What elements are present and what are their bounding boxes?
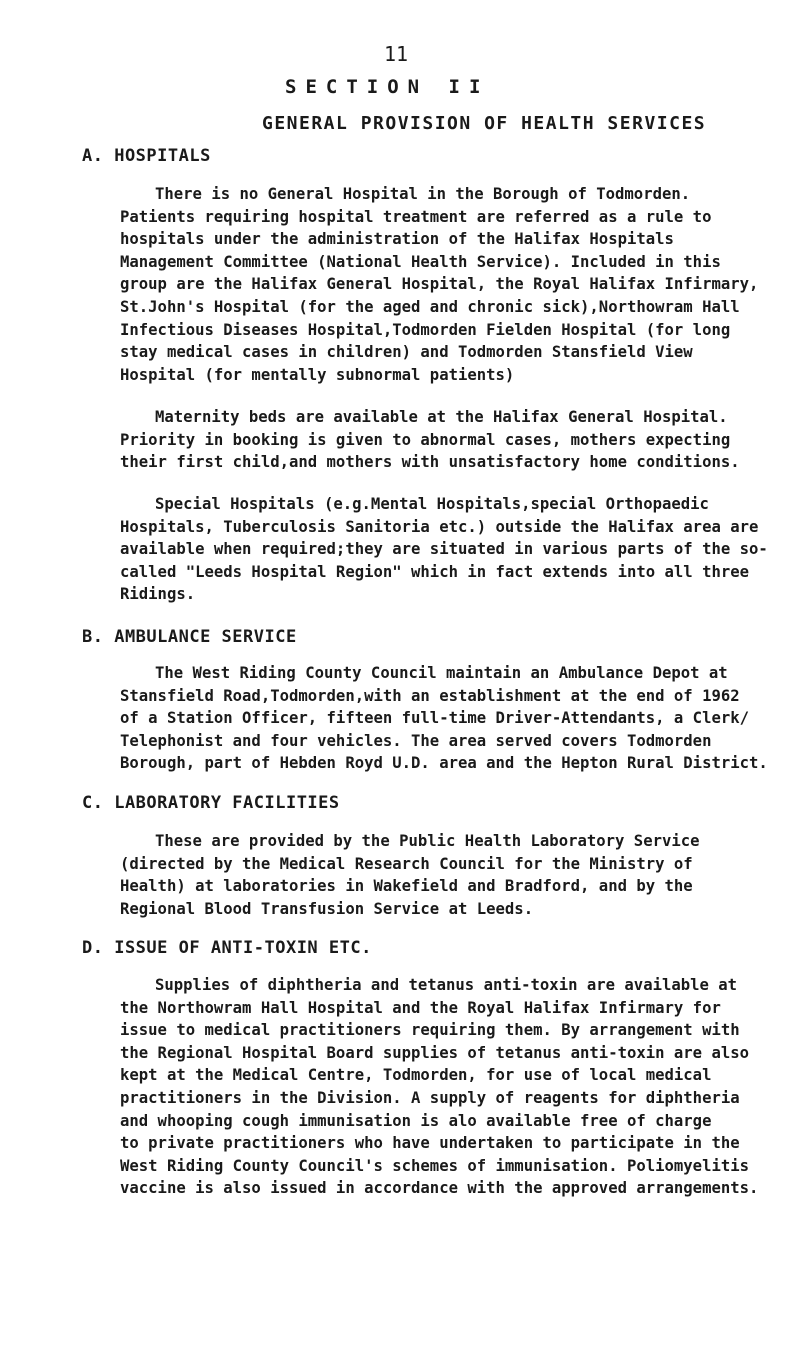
section-heading-laboratory: C. LABORATORY FACILITIES — [82, 793, 340, 813]
text-line: (directed by the Medical Research Council for the Ministry of — [120, 854, 693, 873]
text-line: vaccine is also issued in accordance with the approved arrangements. — [120, 1179, 759, 1198]
text-line: called "Leeds Hospital Region" which in fact extends into all three — [120, 562, 750, 581]
general-title: GENERAL PROVISION OF HEALTH SERVICES — [262, 113, 707, 134]
text-line: There is no General Hospital in the Borough of Todmorden. — [155, 185, 691, 203]
page-number: 11 — [384, 42, 409, 66]
paragraph-ambulance — [120, 662, 796, 775]
text-line: Management Committee (National Health Service). Included in this — [120, 252, 721, 271]
text-line: Supplies of diphtheria and tetanus anti-toxin are available at — [155, 976, 738, 994]
text-line: kept at the Medical Centre, Todmorden, for use of local medical — [120, 1066, 712, 1085]
paragraph-laboratory — [120, 830, 796, 920]
text-line: available when required;they are situated in various parts of the so- — [120, 540, 768, 559]
text-line: Hospital (for mentally subnormal patients) — [120, 365, 515, 384]
text-line: and whooping cough immunisation is alo available free of charge — [120, 1111, 712, 1130]
text-line: their first child,and mothers with unsatisfactory home conditions. — [120, 453, 740, 472]
text-line: Telephonist and four vehicles. The area served covers Todmorden — [120, 731, 712, 750]
text-line: of a Station Officer, fifteen full-time Driver-Attendants, a Clerk/ — [120, 709, 750, 728]
text-line: Priority in booking is given to abnormal cases, mothers expecting — [120, 430, 731, 449]
paragraph-hospitals-1 — [120, 183, 796, 386]
text-line: Maternity beds are available at the Halifax General Hospital. — [155, 408, 728, 426]
text-line: Hospitals, Tuberculosis Sanitoria etc.) outside the Halifax area are — [120, 517, 759, 536]
text-line: West Riding County Council's schemes of immunisation. Poliomyelitis — [120, 1156, 750, 1175]
text-line: Ridings. — [120, 585, 196, 604]
text-line: the Regional Hospital Board supplies of tetanus anti-toxin are also — [120, 1043, 750, 1062]
section-heading-hospitals: A. HOSPITALS — [82, 146, 211, 166]
section-title: SECTION II — [285, 76, 490, 98]
text-line: St.John's Hospital (for the aged and chronic sick),Northowram Hall — [120, 297, 740, 316]
text-line: the Northowram Hall Hospital and the Royal Halifax Infirmary for — [120, 998, 721, 1017]
text-line: to private practitioners who have undertaken to participate in the — [120, 1134, 740, 1153]
text-line: The West Riding County Council maintain an Ambulance Depot at — [155, 664, 728, 682]
text-line: Special Hospitals (e.g.Mental Hospitals,special Orthopaedic — [155, 495, 709, 513]
paragraph-anti-toxin — [120, 974, 796, 1200]
text-line: Infectious Diseases Hospital,Todmorden Fielden Hospital (for long — [120, 320, 731, 339]
text-line: Stansfield Road,Todmorden,with an establishment at the end of 1962 — [120, 686, 740, 705]
text-line: These are provided by the Public Health Laboratory Service — [155, 832, 700, 850]
paragraph-hospitals-2 — [120, 406, 796, 474]
text-line: Health) at laboratories in Wakefield and Bradford, and by the — [120, 877, 693, 896]
text-line: practitioners in the Division. A supply of reagents for diphtheria — [120, 1088, 740, 1107]
section-heading-anti-toxin: D. ISSUE OF ANTI-TOXIN ETC. — [82, 938, 372, 958]
text-line: Patients requiring hospital treatment are referred as a rule to — [120, 207, 712, 226]
paragraph-hospitals-3 — [120, 493, 796, 606]
text-line: Borough, part of Hebden Royd U.D. area and the Hepton Rural District. — [120, 754, 768, 773]
text-line: issue to medical practitioners requiring them. By arrangement with — [120, 1021, 740, 1040]
text-line: hospitals under the administration of the Halifax Hospitals — [120, 230, 674, 249]
text-line: group are the Halifax General Hospital, the Royal Halifax Infirmary, — [120, 275, 759, 294]
text-line: Regional Blood Transfusion Service at Leeds. — [120, 899, 534, 918]
text-line: stay medical cases in children) and Todmorden Stansfield View — [120, 343, 693, 362]
section-heading-ambulance: B. AMBULANCE SERVICE — [82, 627, 297, 647]
